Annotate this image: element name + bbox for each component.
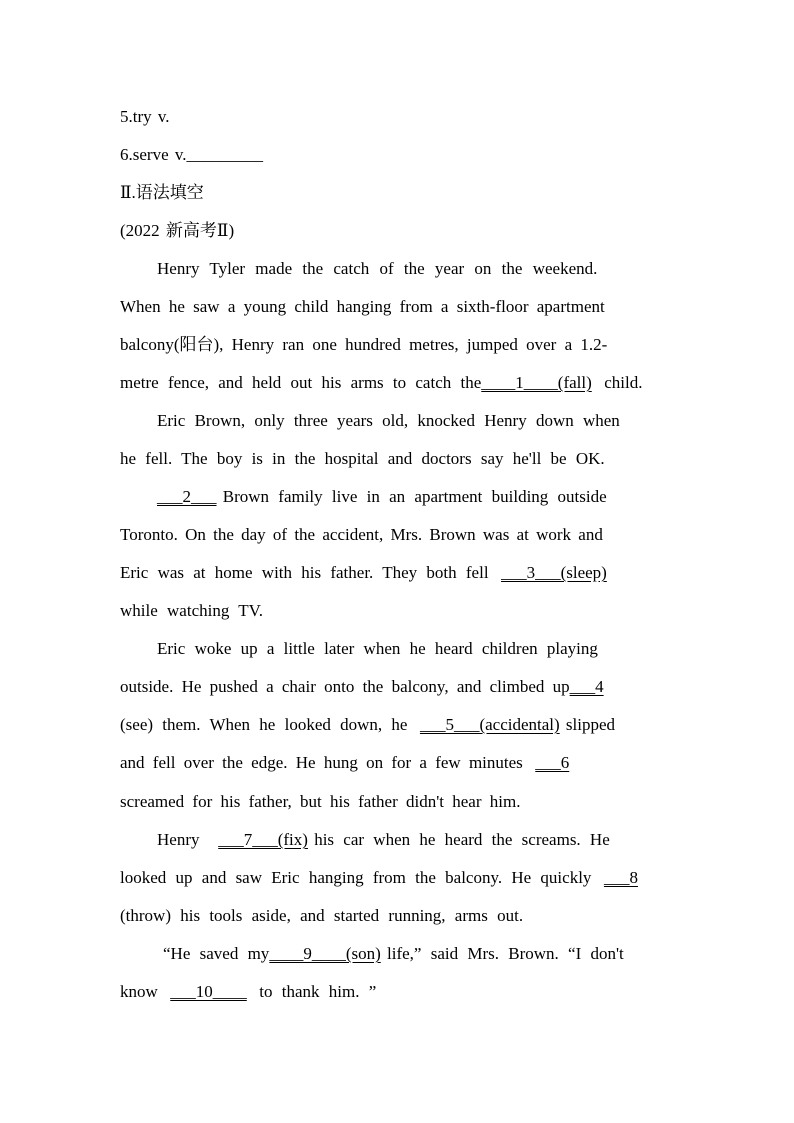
passage-text: Eric woke up a little later when he heard children playing xyxy=(157,639,598,658)
passage-text: (throw) his tools aside, and started running, arms out. xyxy=(120,906,524,925)
answer-blank-3[interactable]: ___3___(sleep) xyxy=(501,563,607,582)
passage-p3-line4 xyxy=(120,599,670,623)
passage-text: balcony(阳台), Henry ran one hundred metres, jumped over a 1.2- xyxy=(120,335,608,354)
passage-text: Toronto. On the day of the accident, Mrs. Brown was at work and xyxy=(120,525,603,544)
answer-blank-10[interactable]: ___10____ xyxy=(170,982,247,1001)
passage-text: and fell over the edge. He hung on for a few minutes xyxy=(120,753,523,772)
passage-text: “He saved my xyxy=(163,944,270,963)
passage-p1-line3 xyxy=(120,333,658,357)
passage-p1-line1 xyxy=(157,257,623,281)
passage-text: Henry Tyler made the catch of the year on the weekend. xyxy=(157,259,598,278)
passage-p4-line3 xyxy=(120,713,670,737)
passage-p6-line2 xyxy=(120,980,670,1004)
passage-text: When he saw a young child hanging from a sixth-floor apartment xyxy=(120,297,605,316)
vocab-item-5 xyxy=(120,105,670,129)
passage-p2-line1 xyxy=(157,409,659,433)
passage-p6-line1 xyxy=(163,942,676,966)
answer-blank-9[interactable]: ____9____(son) xyxy=(269,944,381,963)
passage-p1-line2 xyxy=(120,295,655,319)
passage-p2-line2 xyxy=(120,447,644,471)
passage-text: while watching TV. xyxy=(120,601,263,620)
passage-p4-line4 xyxy=(120,751,670,775)
passage-text: metre fence, and held out his arms to catch the xyxy=(120,373,482,392)
passage-p4-line1 xyxy=(157,637,670,661)
vocab-item-6-text: 6.serve v. xyxy=(120,145,187,164)
passage-p1-line4 xyxy=(120,371,670,395)
passage-text: Eric was at home with his father. They both fell xyxy=(120,563,489,582)
passage-p3-line1 xyxy=(157,485,670,509)
passage-text: child. xyxy=(604,373,643,392)
section-source-text: (2022 新高考Ⅱ) xyxy=(120,221,235,240)
answer-blank-2[interactable]: ___2___ xyxy=(157,487,217,506)
section-title xyxy=(120,181,670,205)
answer-blank-5[interactable]: ___5___(accidental) xyxy=(419,715,560,734)
passage-text: outside. He pushed a chair onto the balcony, and climbed up xyxy=(120,677,570,696)
vocab-item-6-blank: _________ xyxy=(186,145,264,164)
answer-blank-4[interactable]: ___4 xyxy=(569,677,604,696)
section-source xyxy=(120,219,670,243)
passage-text: his car when he heard the screams. He xyxy=(314,830,610,849)
section-title-text: Ⅱ.语法填空 xyxy=(120,183,204,202)
passage-text: Brown family live in an apartment building outside xyxy=(222,487,607,506)
passage-p3-line3 xyxy=(120,561,670,585)
passage-p3-line2 xyxy=(120,523,670,547)
passage-p5-line1 xyxy=(157,828,670,852)
passage-p4-line5 xyxy=(120,790,670,814)
answer-blank-6[interactable]: ___6 xyxy=(535,753,570,772)
vocab-item-6 xyxy=(120,143,670,167)
passage-text: (see) them. When he looked down, he xyxy=(120,715,408,734)
passage-text: to thank him. ” xyxy=(259,982,377,1001)
passage-text: looked up and saw Eric hanging from the balcony. He quickly xyxy=(120,868,592,887)
passage-text: life,” said Mrs. Brown. “I don't xyxy=(387,944,624,963)
answer-blank-8[interactable]: ___8 xyxy=(603,868,638,887)
passage-text: know xyxy=(120,982,158,1001)
answer-blank-7[interactable]: ___7___(fix) xyxy=(218,830,308,849)
passage-text: he fell. The boy is in the hospital and doctors say he'll be OK. xyxy=(120,449,605,468)
passage-text: Eric Brown, only three years old, knocked Henry down when xyxy=(157,411,620,430)
passage-text: Henry xyxy=(157,830,200,849)
passage-p5-line3 xyxy=(120,904,670,928)
passage-p4-line2 xyxy=(120,675,670,699)
answer-blank-1[interactable]: ____1____(fall) xyxy=(481,373,592,392)
vocab-item-5-text: 5.try v. xyxy=(120,107,170,126)
passage-text: screamed for his father, but his father didn't hear him. xyxy=(120,792,521,811)
passage-text: slipped xyxy=(565,715,616,734)
passage-p5-line2 xyxy=(120,866,670,890)
